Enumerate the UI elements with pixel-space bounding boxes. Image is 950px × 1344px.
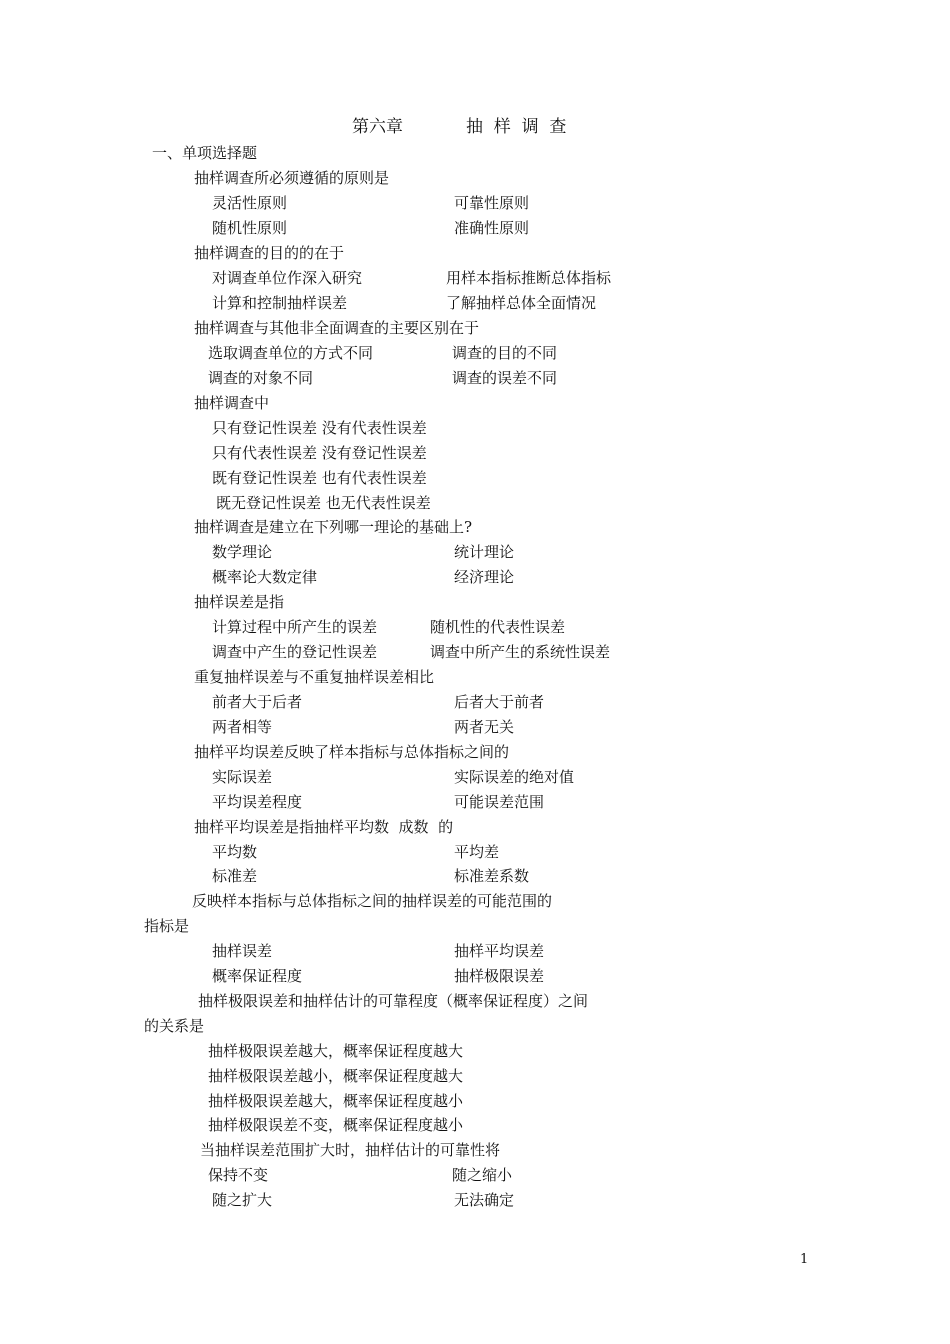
option: 后者大于前者 <box>454 693 545 711</box>
option: 数学理论 <box>212 543 273 561</box>
question-stem: 抽样平均误差反映了样本指标与总体指标之间的 <box>194 743 510 761</box>
option: 可能误差范围 <box>454 793 545 811</box>
option: 调查的对象不同 <box>208 369 314 387</box>
question-stem: 当抽样误差范围扩大时，抽样估计的可靠性将 <box>200 1141 501 1159</box>
option: 了解抽样总体全面情况 <box>446 294 597 312</box>
option: 对调查单位作深入研究 <box>212 269 363 287</box>
option: 抽样极限误差不变，概率保证程度越小 <box>208 1116 464 1134</box>
option: 随之扩大 <box>212 1191 273 1209</box>
option: 无法确定 <box>454 1191 515 1209</box>
option: 抽样极限误差越大，概率保证程度越小 <box>208 1092 464 1110</box>
option: 抽样极限误差越小，概率保证程度越大 <box>208 1067 464 1085</box>
chapter-number: 第六章 <box>352 117 403 137</box>
question-stem-continued: 指标是 <box>144 917 190 935</box>
section-heading: 一、单项选择题 <box>152 144 258 162</box>
question-stem: 抽样调查与其他非全面调查的主要区别在于 <box>194 319 480 337</box>
option: 标准差 <box>212 867 258 885</box>
chapter-title: 抽 样 调 查 <box>466 117 567 137</box>
option: 经济理论 <box>454 568 515 586</box>
option: 实际误差 <box>212 768 273 786</box>
option: 抽样极限误差 <box>454 967 545 985</box>
option: 可靠性原则 <box>454 194 530 212</box>
question-stem: 抽样调查所必须遵循的原则是 <box>194 169 390 187</box>
option: 平均数 <box>212 843 258 861</box>
option: 标准差系数 <box>454 867 530 885</box>
question-stem: 抽样平均误差是指抽样平均数 成数 的 <box>194 818 454 836</box>
option: 调查的目的不同 <box>452 344 558 362</box>
option: 计算和控制抽样误差 <box>212 294 348 312</box>
option: 随之缩小 <box>452 1166 513 1184</box>
question-stem: 抽样误差是指 <box>194 593 285 611</box>
question-stem: 抽样调查中 <box>194 394 270 412</box>
option: 抽样极限误差越大，概率保证程度越大 <box>208 1042 464 1060</box>
option: 随机性原则 <box>212 219 288 237</box>
option: 随机性的代表性误差 <box>430 618 566 636</box>
option: 两者相等 <box>212 718 273 736</box>
option: 两者无关 <box>454 718 515 736</box>
option: 灵活性原则 <box>212 194 288 212</box>
option: 平均差 <box>454 843 500 861</box>
option: 准确性原则 <box>454 219 530 237</box>
option: 计算过程中所产生的误差 <box>212 618 378 636</box>
option: 只有登记性误差 没有代表性误差 <box>212 419 427 437</box>
option: 抽样误差 <box>212 942 273 960</box>
option: 用样本指标推断总体指标 <box>446 269 612 287</box>
option: 选取调查单位的方式不同 <box>208 344 374 362</box>
option: 既无登记性误差 也无代表性误差 <box>216 494 431 512</box>
option: 调查中产生的登记性误差 <box>212 643 378 661</box>
page-number: 1 <box>800 1252 809 1267</box>
question-stem: 抽样调查是建立在下列哪一理论的基础上? <box>194 518 473 536</box>
option: 概率论大数定律 <box>212 568 318 586</box>
option: 抽样平均误差 <box>454 942 545 960</box>
option: 只有代表性误差 没有登记性误差 <box>212 444 427 462</box>
option: 调查中所产生的系统性误差 <box>430 643 611 661</box>
option: 调查的误差不同 <box>452 369 558 387</box>
question-stem: 重复抽样误差与不重复抽样误差相比 <box>194 668 435 686</box>
option: 前者大于后者 <box>212 693 303 711</box>
question-stem: 抽样调查的目的的在于 <box>194 244 345 262</box>
question-stem-continued: 的关系是 <box>144 1017 205 1035</box>
option: 概率保证程度 <box>212 967 303 985</box>
option: 保持不变 <box>208 1166 269 1184</box>
option: 统计理论 <box>454 543 515 561</box>
option: 实际误差的绝对值 <box>454 768 575 786</box>
option: 平均误差程度 <box>212 793 303 811</box>
question-stem: 反映样本指标与总体指标之间的抽样误差的可能范围的 <box>192 892 553 910</box>
option: 既有登记性误差 也有代表性误差 <box>212 469 427 487</box>
question-stem: 抽样极限误差和抽样估计的可靠程度（概率保证程度）之间 <box>198 992 589 1010</box>
